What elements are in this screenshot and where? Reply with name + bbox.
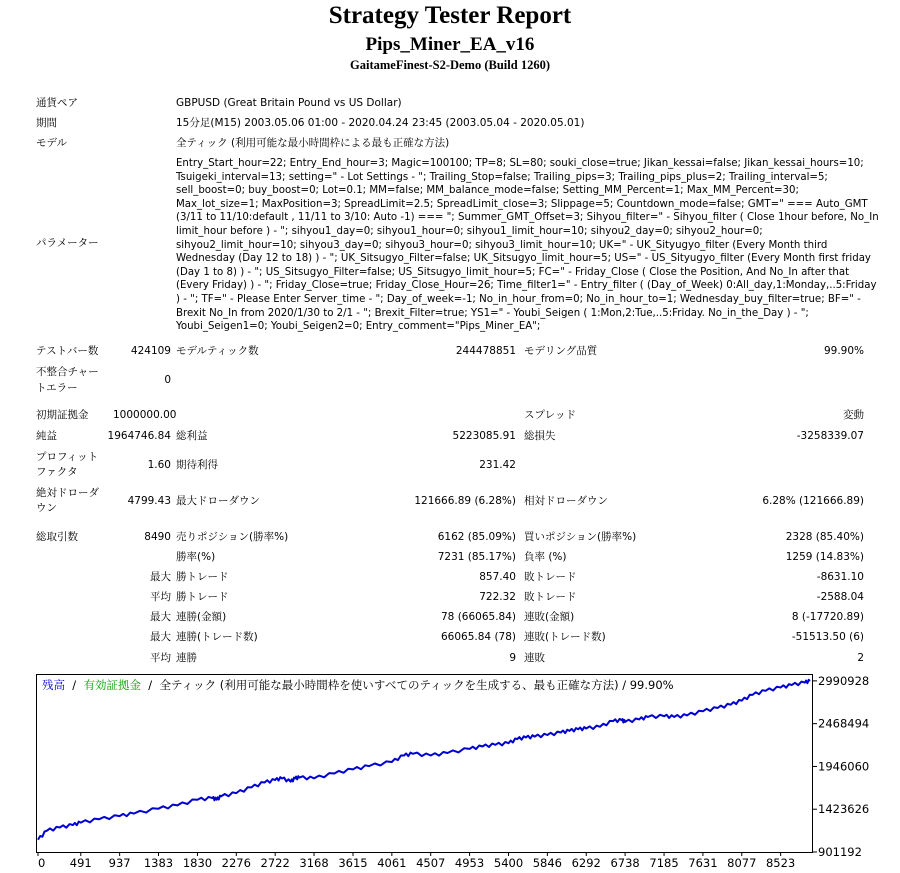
long-positions-label: 買いポジション(勝率%) xyxy=(524,531,637,543)
x-tick-label: 2722 xyxy=(260,856,290,870)
y-tick-label: 2990928 xyxy=(818,674,870,688)
profit-factor-label-line2: ファクタ xyxy=(36,466,78,478)
deposit-label: 初期証拠金 xyxy=(36,409,89,421)
avg-prefix: 平均 xyxy=(150,652,171,664)
gross-profit-value: 5223085.91 xyxy=(452,430,516,442)
profit-factor-value: 1.60 xyxy=(147,459,171,471)
max-drawdown-value: 121666.89 (6.28%) xyxy=(414,495,516,507)
gross-loss-label: 総損失 xyxy=(524,430,556,442)
avg-cons-losses-label: 連敗 xyxy=(524,652,545,664)
x-tick-label: 5400 xyxy=(493,856,524,870)
x-tick-label: 1383 xyxy=(143,856,174,870)
loss-rate-value: 1259 (14.83%) xyxy=(785,551,864,563)
x-tick-label: 937 xyxy=(108,856,131,870)
legend-balance: 残高 xyxy=(42,678,65,692)
max-prefix: 最大 xyxy=(150,631,171,643)
x-tick-label: 8523 xyxy=(765,856,796,870)
net-profit-value: 1964746.84 xyxy=(107,430,171,442)
gross-loss-value: -3258339.07 xyxy=(796,430,864,442)
legend-sep: / xyxy=(68,678,80,692)
x-tick-label: 491 xyxy=(69,856,92,870)
win-rate-value: 7231 (85.17%) xyxy=(437,551,516,563)
loss-rate-label: 負率 (%) xyxy=(524,551,567,563)
avg-cons-losses-value: 2 xyxy=(857,652,864,664)
avg-win-label: 勝トレード xyxy=(176,591,229,603)
expected-payoff-value: 231.42 xyxy=(479,459,516,471)
report-title: Strategy Tester Report xyxy=(328,2,572,29)
y-tick-label: 1946060 xyxy=(818,759,870,774)
rel-drawdown-value: 6.28% (121666.89) xyxy=(762,495,864,507)
x-tick-label: 3615 xyxy=(338,856,368,870)
spread-label: スプレッド xyxy=(524,409,576,421)
quality-label: モデリング品質 xyxy=(524,345,598,357)
max-prefix: 最大 xyxy=(150,611,171,623)
avg-prefix: 平均 xyxy=(150,591,171,603)
y-tick-label: 2468494 xyxy=(818,716,870,731)
expected-payoff-label: 期待利得 xyxy=(176,459,218,471)
ea-name: Pips_Miner_EA_v16 xyxy=(365,34,535,55)
rel-drawdown-label: 相対ドローダウン xyxy=(524,495,608,507)
mismatch-value: 0 xyxy=(164,374,171,386)
params-label: パラメーター xyxy=(36,237,99,249)
largest-win-label: 勝トレード xyxy=(176,571,229,583)
y-tick-label: 901192 xyxy=(818,845,862,859)
max-cons-losses-value: 8 (-17720.89) xyxy=(791,611,864,623)
x-tick-label: 1830 xyxy=(182,856,213,870)
avg-cons-wins-label: 連勝 xyxy=(176,652,197,664)
max-cons-wins-label: 連勝(金額) xyxy=(176,611,227,623)
period-value: 15分足(M15) 2003.05.06 01:00 - 2020.04.24 23:45 (2003.05.04 - 2020.05.01) xyxy=(176,117,585,129)
total-trades-value: 8490 xyxy=(144,531,171,543)
chart-svg xyxy=(36,674,900,873)
legend-equity: 有効証拠金 xyxy=(83,678,141,692)
x-tick-label: 7631 xyxy=(688,856,718,870)
mismatch-label-line2: トエラー xyxy=(36,382,78,394)
x-tick-label: 0 xyxy=(38,856,46,870)
max-cons-profit-value: 66065.84 (78) xyxy=(441,631,516,643)
x-tick-label: 6738 xyxy=(610,856,640,870)
plot-frame xyxy=(37,675,813,853)
y-tick-label: 1423626 xyxy=(818,802,870,817)
x-tick-label: 3168 xyxy=(299,856,329,870)
max-cons-loss-value: -51513.50 (6) xyxy=(791,631,864,643)
quality-value: 99.90% xyxy=(823,345,864,357)
chart-legend xyxy=(42,678,674,692)
y-axis xyxy=(812,674,869,859)
model-value: 全ティック (利用可能な最小時間枠による最も正確な方法) xyxy=(176,137,450,149)
max-drawdown-label: 最大ドローダウン xyxy=(176,495,260,507)
max-cons-wins-value: 78 (66065.84) xyxy=(441,611,516,623)
ticks-value: 244478851 xyxy=(455,345,516,357)
x-tick-label: 4953 xyxy=(454,856,485,870)
ticks-label: モデルティック数 xyxy=(176,345,259,357)
period-label: 期間 xyxy=(36,117,57,129)
x-tick-label: 4507 xyxy=(416,856,446,870)
win-rate-label: 勝率(%) xyxy=(176,551,216,563)
long-positions-value: 2328 (85.40%) xyxy=(785,531,864,543)
x-tick-label: 2276 xyxy=(221,856,251,870)
bars-label: テストバー数 xyxy=(36,345,99,357)
gross-profit-label: 総利益 xyxy=(176,430,208,442)
max-cons-profit-label: 連勝(トレード数) xyxy=(176,631,258,643)
mismatch-label-line1: 不整合チャー xyxy=(36,366,99,378)
profit-factor-label-line1: プロフィット xyxy=(36,451,99,463)
server-build: GaitameFinest-S2-Demo (Build 1260) xyxy=(350,58,550,72)
x-tick-label: 6292 xyxy=(571,856,601,870)
max-cons-losses-label: 連敗(金額) xyxy=(524,611,575,623)
max-prefix: 最大 xyxy=(150,571,171,583)
symbol-value: GBPUSD (Great Britain Pound vs US Dollar) xyxy=(176,97,402,109)
legend-sep: / xyxy=(144,678,156,692)
net-profit-label: 純益 xyxy=(36,430,57,442)
deposit-value: 1000000.00 xyxy=(113,409,177,421)
abs-drawdown-label-line2: ウン xyxy=(36,502,57,514)
x-axis xyxy=(38,852,795,870)
avg-cons-wins-value: 9 xyxy=(509,652,516,664)
symbol-label: 通貨ペア xyxy=(36,97,78,109)
total-trades-label: 総取引数 xyxy=(36,531,78,543)
x-tick-label: 5846 xyxy=(532,856,563,870)
params-value: Entry_Start_hour=22; Entry_End_hour=3; Magic=100100; TP=8; SL=80; souki_close=true; Jikan_kessai=false; Jikan_kessai_hours=10; Tsuigeki_interval=13; setting=" - Lot Settings - "; Trailing_Stop=false; Trailing_pips=3; Trailing_pips_plus=2; Trailing_interval=5; sell_boost=0; buy_boost=0; Lot=0.1; MM=false; MM_balance_mode=false; Setting_MM_Percent=1; Max_MM_Percent=30; Max_lot_size=1; MaxPosition=3; SpreadLimit=2.5; SpreadLimit_close=3; Slippage=5; Countdown_mode=false; GMT=" === Auto_GMT (3/11 to 11/10:default , 11/11 to 3/10: Auto -1) === "; Summer_GMT_Offset=3; Sihyou_filter=" - Sihyou_filter ( Close 1hour before, No_In limit_hour before ) - "; sihyou1_day=0; sihyou1_hour=0; sihyou1_limit_hour=10; sihyou2_day=0; sihyou2_hour=0; sihyou2_limit_hour=10; sihyou3_day=0; sihyou3_hour=0; sihyou3_limit_hour=10; UK=" - UK_Sityugyo_filter (Every Month third Wednesday (Day 12 to 18) ) - "; UK_Sitsugyo_Filter=false; UK_Sitsugyo_limit_hour=5; US=" - US_Sityugyo_filter (Every Month first friday (Day 1 to 8) ) - "; US_Sitsugyo_Filter=false; US_Sitsugyo_limit_hour=5; FC=" - Friday_Close ( Close the Position, And No_In after that (Every Friday) ) - "; Friday_Close=true; Friday_Close_Hour=26; Time_filter1=" - Entry_filter ( (Day_of_Week) 0:All_day,1:Monday,..5:Friday ) - "; TF=" - Please Enter Server_time - "; Day_of_week=-1; No_in_hour_from=0; No_in_hour_to=1; Wednesday_buy_filter=true; BF=" - Brexit No_In from 2020/1/30 to 2/1 - "; Brexit_Filter=true; YS1=" - Youbi_Seigen ( 1:Mon,2:Tue,..5:Friday. No_in_the_Day ) - "; Youbi_Seigen1=0; Youbi_Seigen2=0; Entry_comment="Pips_Miner_EA"; xyxy=(176,158,879,333)
short-positions-value: 6162 (85.09%) xyxy=(437,531,516,543)
bars-value: 424109 xyxy=(130,345,171,357)
legend-model: 全ティック (利用可能な最小時間枠を使いすべてのティックを生成する、最も正確な方法) / 99.90% xyxy=(159,678,674,692)
spread-value: 変動 xyxy=(843,409,864,421)
abs-drawdown-label-line1: 絶対ドローダ xyxy=(36,487,99,499)
avg-win-value: 722.32 xyxy=(479,591,516,603)
largest-win-value: 857.40 xyxy=(479,571,516,583)
x-tick-label: 4061 xyxy=(377,856,407,870)
model-label: モデル xyxy=(36,137,67,149)
avg-loss-label: 敗トレード xyxy=(524,591,577,603)
max-cons-loss-label: 連敗(トレード数) xyxy=(524,631,606,643)
avg-loss-value: -2588.04 xyxy=(816,591,864,603)
x-tick-label: 7185 xyxy=(649,856,679,870)
short-positions-label: 売りポジション(勝率%) xyxy=(176,531,289,543)
balance-chart xyxy=(36,674,900,873)
x-tick-label: 8077 xyxy=(727,856,757,870)
largest-loss-label: 敗トレード xyxy=(524,571,577,583)
abs-drawdown-value: 4799.43 xyxy=(127,495,171,507)
largest-loss-value: -8631.10 xyxy=(816,571,864,583)
